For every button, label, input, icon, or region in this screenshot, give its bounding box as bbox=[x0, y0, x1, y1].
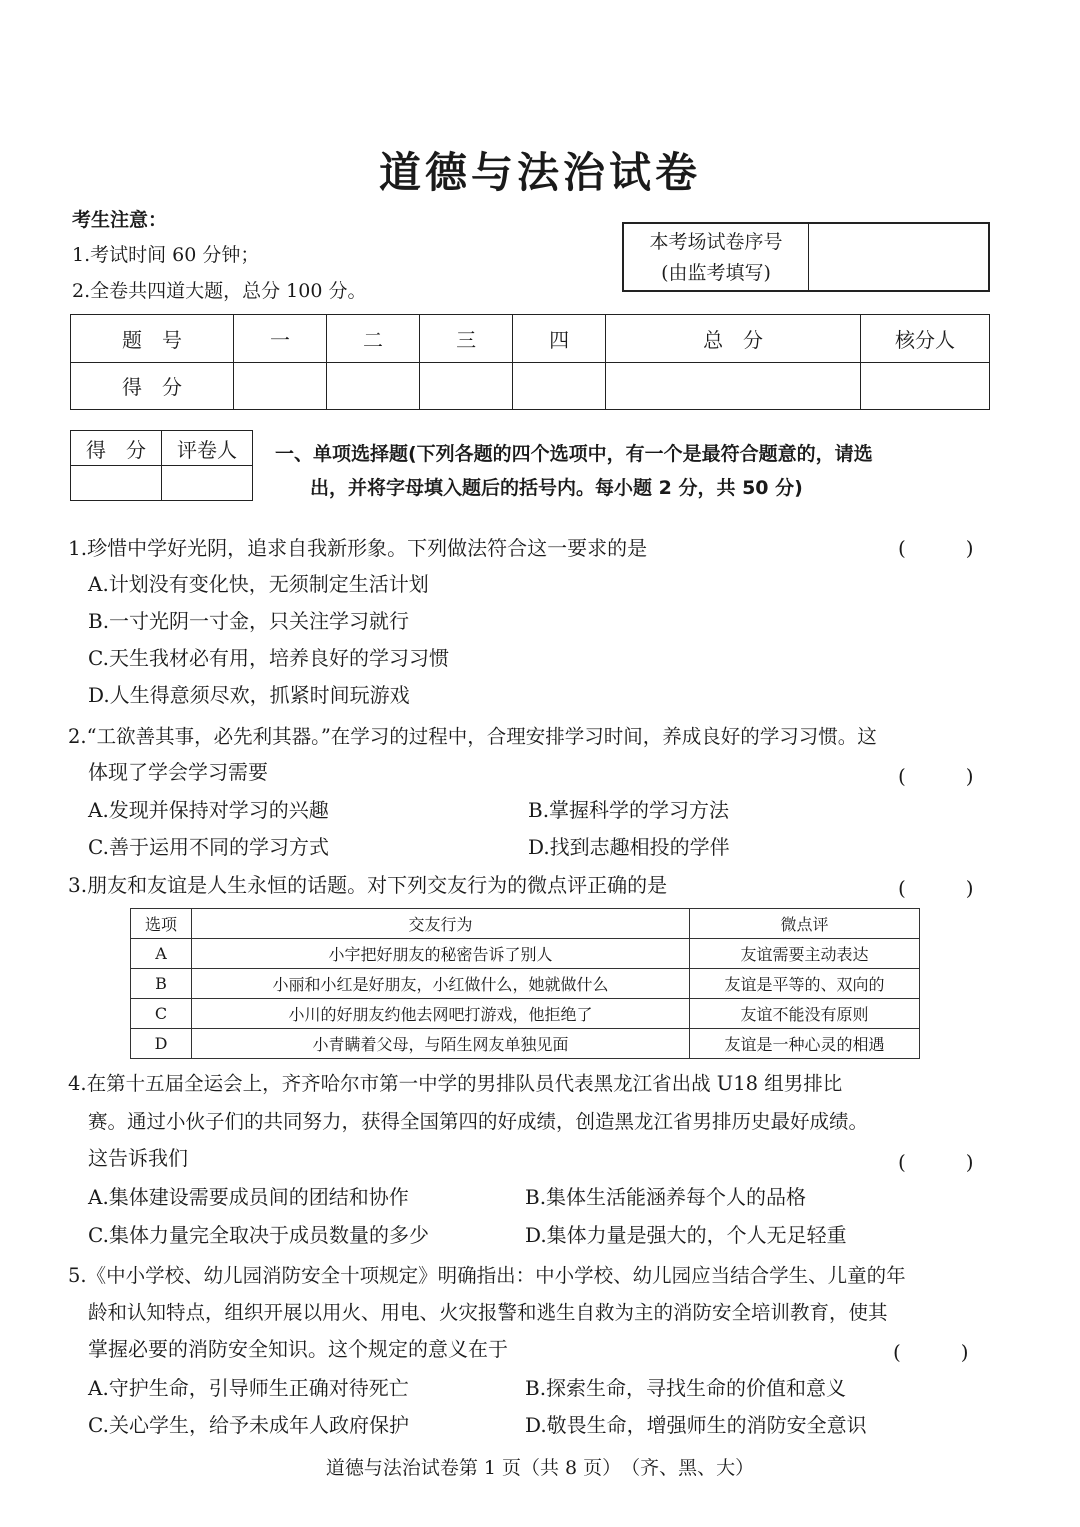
page-title: 道德与法治试卷 bbox=[378, 148, 701, 197]
score-header: 一 bbox=[234, 315, 327, 363]
table-row bbox=[131, 999, 920, 1029]
question-stem: 龄和认知特点，组织开展以用火、用电、火灾报警和逃生自救为主的消防安全培训教育，使其 bbox=[88, 1301, 888, 1324]
table-header: 选项 bbox=[131, 909, 192, 939]
table-cell: A bbox=[131, 939, 192, 969]
option: B.探索生命，寻找生命的价值和意义 bbox=[525, 1376, 847, 1400]
score-header: 二 bbox=[327, 315, 420, 363]
option: B.集体生活能涵养每个人的品格 bbox=[525, 1185, 807, 1209]
answer-blank[interactable]: ( ) bbox=[898, 536, 974, 560]
score-header: 三 bbox=[420, 315, 513, 363]
score-table bbox=[70, 314, 990, 410]
grader-score-label: 得 分 bbox=[71, 431, 162, 466]
table-header: 微点评 bbox=[690, 909, 920, 939]
table-cell: 友谊是平等的、双向的 bbox=[690, 969, 920, 999]
option: D.集体力量是强大的，个人无足轻重 bbox=[525, 1223, 847, 1247]
score-cell[interactable] bbox=[234, 362, 327, 410]
serial-sublabel: (由监考填写) bbox=[661, 262, 771, 284]
question-stem: 1.珍惜中学好光阴，追求自我新形象。下列做法符合这一要求的是 bbox=[68, 536, 648, 560]
section-heading-line: 一、单项选择题(下列各题的四个选项中，有一个是最符合题意的，请选 bbox=[275, 443, 873, 465]
question-stem: 3.朋友和友谊是人生永恒的话题。对下列交友行为的微点评正确的是 bbox=[68, 873, 668, 897]
option: C.关心学生，给予未成年人政府保护 bbox=[88, 1413, 409, 1437]
option: A.计划没有变化快，无须制定生活计划 bbox=[88, 572, 429, 596]
score-header: 总 分 bbox=[606, 315, 861, 363]
table-cell: 友谊是一种心灵的相遇 bbox=[690, 1029, 920, 1059]
serial-number-box bbox=[622, 222, 990, 292]
grader-score-cell[interactable] bbox=[71, 466, 162, 501]
answer-blank[interactable]: ( ) bbox=[898, 764, 974, 788]
table-cell: C bbox=[131, 999, 192, 1029]
table-header: 交友行为 bbox=[192, 909, 690, 939]
grader-table bbox=[70, 430, 253, 501]
score-cell[interactable] bbox=[606, 362, 861, 410]
score-header: 题 号 bbox=[71, 315, 234, 363]
question-stem: 这告诉我们 bbox=[88, 1146, 188, 1170]
table-cell: 友谊不能没有原则 bbox=[690, 999, 920, 1029]
option: C.善于运用不同的学习方式 bbox=[88, 835, 329, 859]
answer-blank[interactable]: ( ) bbox=[893, 1340, 969, 1364]
option: D.人生得意须尽欢，抓紧时间玩游戏 bbox=[88, 683, 410, 707]
serial-label: 本考场试卷序号 bbox=[649, 231, 783, 253]
score-cell[interactable] bbox=[513, 362, 606, 410]
score-cell[interactable] bbox=[327, 362, 420, 410]
option: A.发现并保持对学习的兴趣 bbox=[88, 798, 329, 822]
table-row bbox=[131, 969, 920, 999]
option: C.天生我材必有用，培养良好的学习习惯 bbox=[88, 646, 449, 670]
notice-heading: 考生注意： bbox=[72, 209, 168, 231]
section-heading-line: 出，并将字母填入题后的括号内。每小题 2 分，共 50 分) bbox=[310, 477, 803, 499]
score-row-label: 得 分 bbox=[71, 362, 234, 410]
grader-name-cell[interactable] bbox=[162, 466, 253, 501]
option: A.守护生命，引导师生正确对待死亡 bbox=[88, 1376, 409, 1400]
score-header: 四 bbox=[513, 315, 606, 363]
question-stem: 4.在第十五届全运会上，齐齐哈尔市第一中学的男排队员代表黑龙江省出战 U18 组男排比 bbox=[68, 1072, 843, 1095]
question-stem: 2.“工欲善其事，必先利其器。”在学习的过程中，合理安排学习时间，养成良好的学习习惯。这 bbox=[68, 725, 877, 748]
serial-entry-cell[interactable] bbox=[809, 224, 988, 290]
option: D.敬畏生命，增强师生的消防安全意识 bbox=[525, 1413, 867, 1437]
table-cell: 小青瞒着父母，与陌生网友单独见面 bbox=[192, 1029, 690, 1059]
table-row bbox=[131, 1029, 920, 1059]
table-cell: D bbox=[131, 1029, 192, 1059]
section-heading bbox=[275, 437, 975, 505]
table-cell: 小丽和小红是好朋友，小红做什么，她就做什么 bbox=[192, 969, 690, 999]
table-row bbox=[131, 939, 920, 969]
option: B.掌握科学的学习方法 bbox=[528, 798, 730, 822]
option: C.集体力量完全取决于成员数量的多少 bbox=[88, 1223, 429, 1247]
table-cell: 小宇把好朋友的秘密告诉了别人 bbox=[192, 939, 690, 969]
answer-blank[interactable]: ( ) bbox=[898, 1150, 974, 1174]
page-footer: 道德与法治试卷第 1 页（共 8 页） （齐、黑、大） bbox=[325, 1457, 755, 1479]
notice-item: 1.考试时间 60 分钟； bbox=[72, 244, 260, 266]
score-cell[interactable] bbox=[420, 362, 513, 410]
option: A.集体建设需要成员间的团结和协作 bbox=[88, 1185, 409, 1209]
grader-name-label: 评卷人 bbox=[162, 431, 253, 466]
notice-item: 2.全卷共四道大题，总分 100 分。 bbox=[72, 280, 367, 302]
table-cell: 小川的好朋友约他去网吧打游戏，他拒绝了 bbox=[192, 999, 690, 1029]
answer-blank[interactable]: ( ) bbox=[898, 876, 974, 900]
option: B.一寸光阴一寸金，只关注学习就行 bbox=[88, 609, 410, 633]
question-stem: 体现了学会学习需要 bbox=[88, 760, 268, 784]
table-cell: 友谊需要主动表达 bbox=[690, 939, 920, 969]
question-stem: 5.《中小学校、幼儿园消防安全十项规定》明确指出：中小学校、幼儿园应当结合学生、儿童的年 bbox=[68, 1264, 906, 1287]
friendship-table bbox=[130, 908, 920, 1059]
score-header: 核分人 bbox=[861, 315, 990, 363]
option: D.找到志趣相投的学伴 bbox=[528, 835, 730, 859]
table-cell: B bbox=[131, 969, 192, 999]
question-stem: 赛。通过小伙子们的共同努力，获得全国第四的好成绩，创造黑龙江省男排历史最好成绩。 bbox=[88, 1110, 869, 1133]
question-stem: 掌握必要的消防安全知识。这个规定的意义在于 bbox=[88, 1337, 508, 1361]
score-cell[interactable] bbox=[861, 362, 990, 410]
